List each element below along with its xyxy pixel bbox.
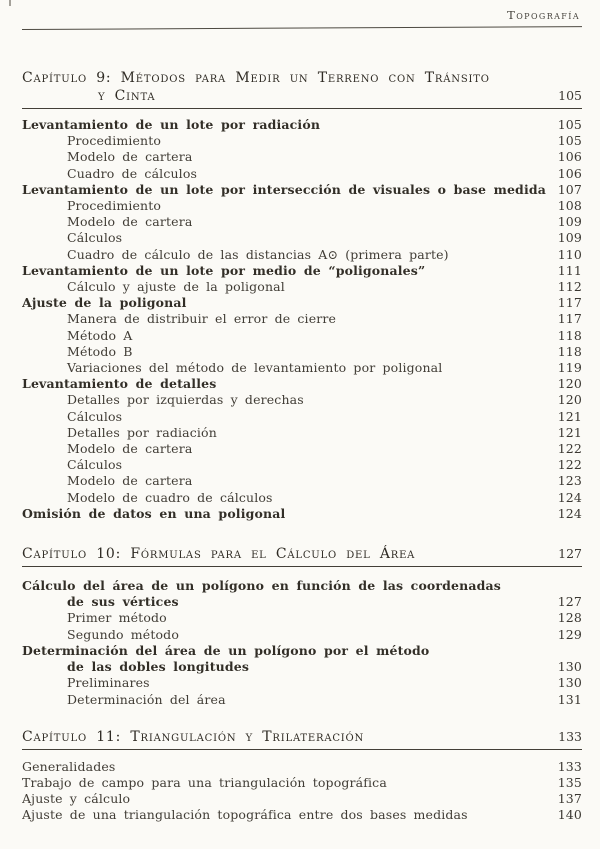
toc-entry-page: 107 [557, 181, 582, 197]
toc-entry [22, 149, 582, 165]
chapter-heading [22, 545, 582, 567]
toc-entry-title: Primer método [67, 610, 167, 626]
toc-entry [22, 610, 582, 626]
running-header-text: Topografía [507, 8, 580, 22]
chapter-heading [22, 728, 582, 750]
toc-entry-title: Trabajo de campo para una triangulación topográfica [22, 774, 387, 790]
chapter-heading [22, 70, 582, 109]
toc-entry-title: Determinación del área de un polígono por el método [22, 642, 430, 658]
toc-entry [22, 675, 582, 691]
toc-entry [22, 360, 582, 376]
running-header [22, 8, 582, 23]
toc-entry [22, 214, 582, 230]
toc-entry-title: de las dobles longitudes [67, 659, 250, 675]
toc-entry [22, 425, 582, 441]
toc-entry-page: 137 [557, 791, 582, 807]
toc-entry [22, 230, 582, 246]
toc-entry [22, 344, 582, 360]
toc-entry-title: Método B [67, 343, 133, 359]
chapter-page-number: 105 [558, 88, 582, 103]
toc-entry-title: Levantamiento de un lote por radiación [22, 117, 321, 132]
toc-entry [22, 182, 582, 198]
toc-entry-title: de sus vértices [67, 594, 179, 610]
toc-entry-page: 109 [557, 230, 582, 246]
toc-entry [22, 376, 582, 392]
toc-entry-title: Levantamiento de un lote por intersección de visuales o base medida [22, 181, 546, 197]
toc-entry-title: Ajuste de la poligonal [22, 295, 187, 311]
toc-entry-page: 111 [557, 262, 582, 278]
toc-entry-title: Segundo método [67, 626, 179, 642]
toc-entry-page: 130 [557, 659, 582, 675]
chapter-section [22, 728, 582, 824]
toc-entry-title: Modelo de cuadro de cálculos [67, 489, 273, 505]
toc-entry-page: 121 [557, 424, 582, 440]
header-rule [22, 26, 582, 30]
toc-entry [22, 490, 582, 506]
toc-entry-title: Procedimiento [67, 198, 162, 214]
toc-entry-title: Modelo de cartera [67, 441, 193, 457]
chapter-heading-line [22, 728, 582, 746]
toc-entry [22, 807, 582, 823]
chapter-heading-line [22, 87, 582, 105]
toc-entry-page: 121 [557, 408, 582, 424]
toc-entry-title: Determinación del área [67, 691, 226, 707]
toc-entry-title: Cálculos [67, 230, 123, 246]
toc-entry-page: 135 [557, 774, 582, 790]
toc-entry-title: Manera de distribuir el error de cierre [67, 311, 337, 327]
toc-entry [22, 166, 582, 182]
chapter-page-number: 133 [558, 728, 582, 744]
toc-entry-title: Cuadro de cálculo de las distancias A⊙ (primera parte) [67, 246, 449, 262]
toc-entry [22, 295, 582, 311]
toc-entry-title: Detalles por izquierdas y derechas [67, 392, 304, 408]
toc-entry-title: Cálculos [67, 457, 123, 473]
toc-entry-page: 117 [557, 295, 582, 311]
toc-entry-title: Levantamiento de un lote por medio de “poligonales” [22, 262, 426, 278]
toc-entry-title: Levantamiento de detalles [22, 376, 217, 392]
toc-entry-page: 106 [557, 165, 582, 181]
chapter-heading-line [22, 545, 582, 563]
toc-entries [22, 759, 582, 824]
toc-entry [22, 506, 582, 522]
toc-entry [22, 311, 582, 327]
chapter-heading-line [22, 70, 582, 87]
toc-entry-title: Cálculo del área de un polígono en función de las coordenadas [22, 578, 501, 594]
toc-entry-page: 117 [557, 311, 582, 327]
toc-entry-title: Omisión de datos en una poligonal [22, 505, 286, 521]
toc-entry-title: Variaciones del método de levantamiento por poligonal [67, 360, 443, 376]
toc-entry-title: Detalles por radiación [67, 424, 217, 440]
toc-entry [22, 627, 582, 643]
toc-entry-page: 106 [557, 149, 582, 165]
chapter-section [22, 545, 582, 708]
chapter-title-continued: y Cinta [98, 88, 156, 104]
toc-entry [22, 791, 582, 807]
toc-entries [22, 117, 582, 522]
toc-entry [22, 643, 582, 659]
toc-entry [22, 775, 582, 791]
toc-entry [22, 133, 582, 149]
toc-entry-page: 105 [557, 117, 582, 132]
toc-entry [22, 328, 582, 344]
toc-entry-page: 122 [557, 441, 582, 457]
toc-entry [22, 247, 582, 263]
toc-entry-page: 124 [557, 505, 582, 521]
toc-entry [22, 473, 582, 489]
toc-entry-page: 108 [557, 198, 582, 214]
toc-entry-page: 112 [557, 279, 582, 295]
toc-entry-page: 140 [557, 807, 582, 823]
toc-entries [22, 578, 582, 708]
toc-entry-page: 131 [557, 691, 582, 707]
toc-entry [22, 692, 582, 708]
toc-entry [22, 441, 582, 457]
toc-entry [22, 759, 582, 775]
toc-entry-title: Procedimiento [67, 133, 162, 149]
table-of-contents [22, 70, 582, 824]
toc-entry-title: Modelo de cartera [67, 473, 193, 489]
toc-entry-page: 109 [557, 214, 582, 230]
toc-entry-page: 133 [557, 758, 582, 774]
toc-entry-title: Cálculos [67, 408, 123, 424]
toc-entry-page: 127 [557, 594, 582, 610]
toc-entry-title: Cuadro de cálculos [67, 165, 198, 181]
toc-entry [22, 263, 582, 279]
chapter-title: Capítulo 10: Fórmulas para el Cálculo del Área [22, 546, 416, 563]
toc-entry [22, 594, 582, 610]
toc-entry [22, 659, 582, 675]
chapter-section [22, 70, 582, 522]
toc-entry-page: 118 [557, 343, 582, 359]
toc-entry [22, 279, 582, 295]
toc-entry [22, 457, 582, 473]
toc-entry-page: 105 [557, 133, 582, 149]
toc-entry-title: Modelo de cartera [67, 149, 193, 165]
toc-entry-page: 128 [557, 610, 582, 626]
toc-entry-page: 120 [557, 376, 582, 392]
chapter-page-number: 127 [558, 546, 582, 562]
toc-entry-page: 124 [557, 489, 582, 505]
chapter-title: Capítulo 11: Triangulación y Trilateración [22, 728, 365, 745]
toc-entry [22, 578, 582, 594]
toc-entry-page: 120 [557, 392, 582, 408]
scan-artifact [9, 0, 11, 6]
toc-entry-title: Generalidades [22, 758, 116, 774]
toc-entry [22, 409, 582, 425]
toc-entry-title: Ajuste y cálculo [22, 791, 131, 807]
toc-entry-page: 123 [557, 473, 582, 489]
toc-entry-title: Cálculo y ajuste de la poligonal [67, 279, 285, 295]
toc-entry-page: 119 [557, 360, 582, 376]
toc-entry-title: Preliminares [67, 675, 150, 691]
toc-entry-page: 129 [557, 626, 582, 642]
toc-entry [22, 117, 582, 133]
toc-entry-title: Ajuste de una triangulación topográfica entre dos bases medidas [22, 807, 468, 823]
toc-entry-page: 118 [557, 327, 582, 343]
toc-entry [22, 198, 582, 214]
toc-entry-page: 110 [557, 246, 582, 262]
toc-entry [22, 392, 582, 408]
toc-entry-title: Método A [67, 327, 133, 343]
toc-entry-title: Modelo de cartera [67, 214, 193, 230]
toc-entry-page: 130 [557, 675, 582, 691]
toc-entry-page: 122 [557, 457, 582, 473]
chapter-title: Capítulo 9: Métodos para Medir un Terreno con Tránsito [22, 70, 490, 86]
